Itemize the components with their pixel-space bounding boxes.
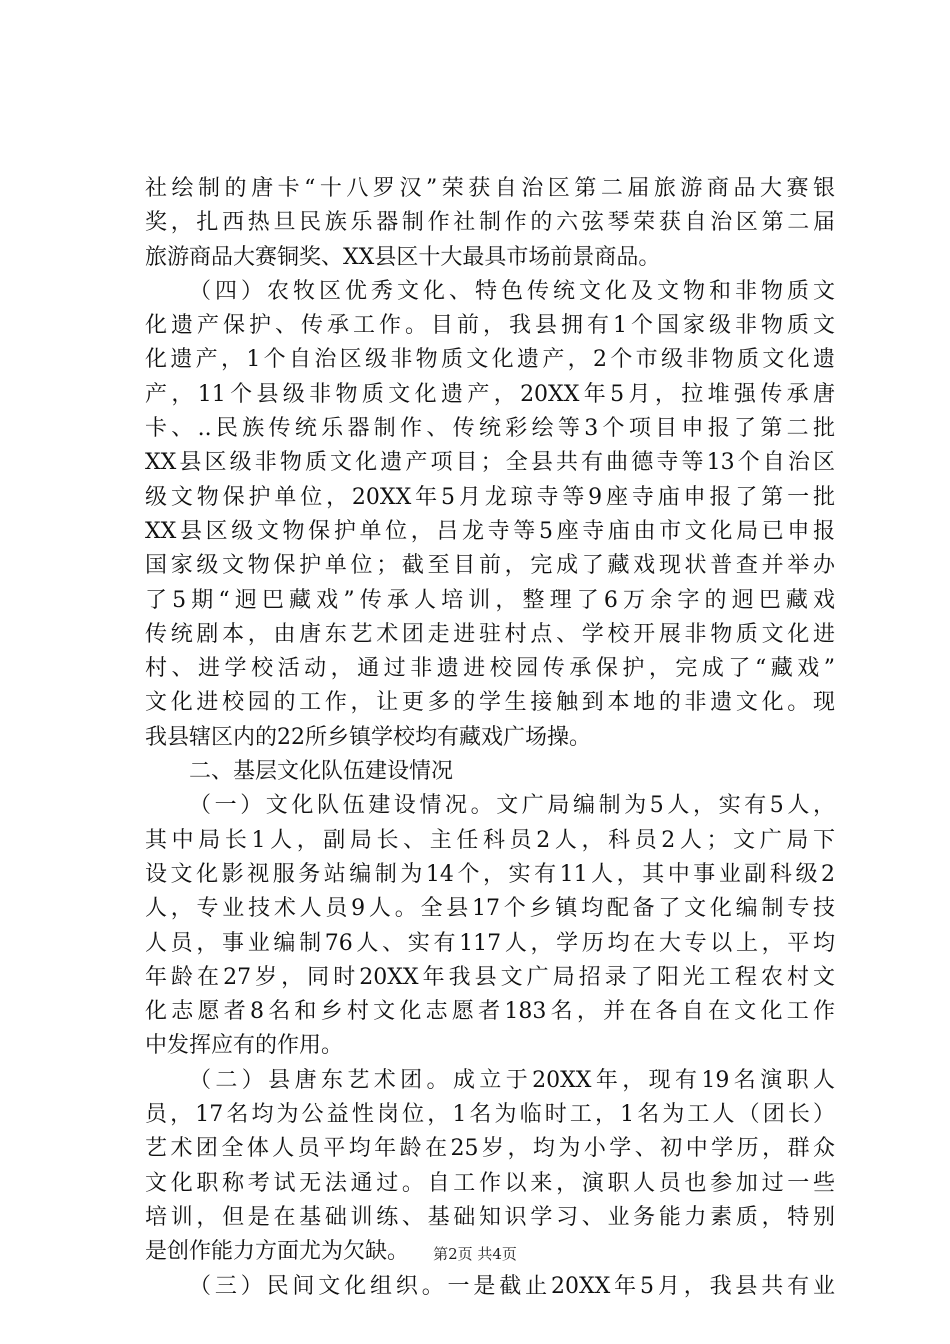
text-line: 设文化影视服务站编制为14个，实有11人，其中事业副科级2 [145,861,835,887]
text-line: 艺术团全体人员平均年龄在25岁，均为小学、初中学历，群众 [145,1136,835,1162]
text-line: XX县区级非物质文化遗产项目；全县共有曲德寺等13个自治区 [145,450,835,476]
text-line: （二）县唐东艺术团。成立于20XX年，现有19名演职人 [189,1067,835,1093]
text-line: 是创作能力方面尤为欠缺。 [145,1239,410,1265]
text-line: 化志愿者8名和乡村文化志愿者183名，并在各自在文化工作 [145,999,835,1025]
text-line: 了5期“迥巴藏戏”传承人培训，整理了6万余字的迥巴藏戏 [145,587,835,613]
page-number-footer: 第2页 共4页 [433,1245,517,1263]
text-line: 人员，事业编制76人、实有117人，学历均在大专以上，平均 [145,930,835,956]
text-line: 卡、..民族传统乐器制作、传统彩绘等3个项目申报了第二批 [145,416,835,442]
text-line: 社绘制的唐卡“十八罗汉”荣获自治区第二届旅游商品大赛银 [145,176,835,201]
text-line: 旅游商品大赛铜奖、XX县区十大最具市场前景商品。 [145,244,661,270]
text-line: 国家级文物保护单位；截至目前，完成了藏戏现状普查并举办 [145,553,835,579]
text-line: （三）民间文化组织。一是截止20XX年5月，我县共有业 [189,1273,835,1299]
text-line: 产，11个县级非物质文化遗产，20XX年5月，拉堆强传承唐 [145,381,835,407]
body-text [145,172,835,1304]
text-line: 年龄在27岁，同时20XX年我县文广局招录了阳光工程农村文 [145,964,835,990]
text-line: 传统剧本，由唐东艺术团走进驻村点、学校开展非物质文化进 [145,621,835,647]
text-line: 化遗产保护、传承工作。目前，我县拥有1个国家级非物质文 [145,313,835,339]
text-line: 人，专业技术人员9人。全县17个乡镇均配备了文化编制专技 [145,896,835,922]
text-line: XX县区级文物保护单位，吕龙寺等5座寺庙由市文化局已申报 [145,518,835,544]
text-line: 文化进校园的工作，让更多的学生接触到本地的非遗文化。现 [145,690,835,716]
text-line: 我县辖区内的22所乡镇学校均有藏戏广场操。 [145,724,591,750]
text-line: 奖，扎西热旦民族乐器制作社制作的六弦琴荣获自治区第二届 [145,210,835,236]
text-line: 级文物保护单位，20XX年5月龙琼寺等9座寺庙申报了第一批 [145,484,835,510]
text-line: 其中局长1人，副局长、主任科员2人，科员2人；文广局下 [145,827,835,853]
section-heading: 二、基层文化队伍建设情况 [189,759,454,785]
text-line: 文化职称考试无法通过。自工作以来，演职人员也参加过一些 [145,1170,835,1196]
text-line: 化遗产，1个自治区级非物质文化遗产，2个市级非物质文化遗 [145,347,835,373]
text-line: 员，17名均为公益性岗位，1名为临时工，1名为工人（团长） [145,1102,835,1128]
text-line: 中发挥应有的作用。 [145,1033,344,1059]
text-line: 培训，但是在基础训练、基础知识学习、业务能力素质，特别 [145,1204,835,1230]
text-line: （一）文化队伍建设情况。文广局编制为5人，实有5人， [189,793,835,819]
text-line: （四）农牧区优秀文化、特色传统文化及文物和非物质文 [189,278,835,304]
text-line: 村、进学校活动，通过非遗进校园传承保护，完成了“藏戏” [145,656,835,682]
